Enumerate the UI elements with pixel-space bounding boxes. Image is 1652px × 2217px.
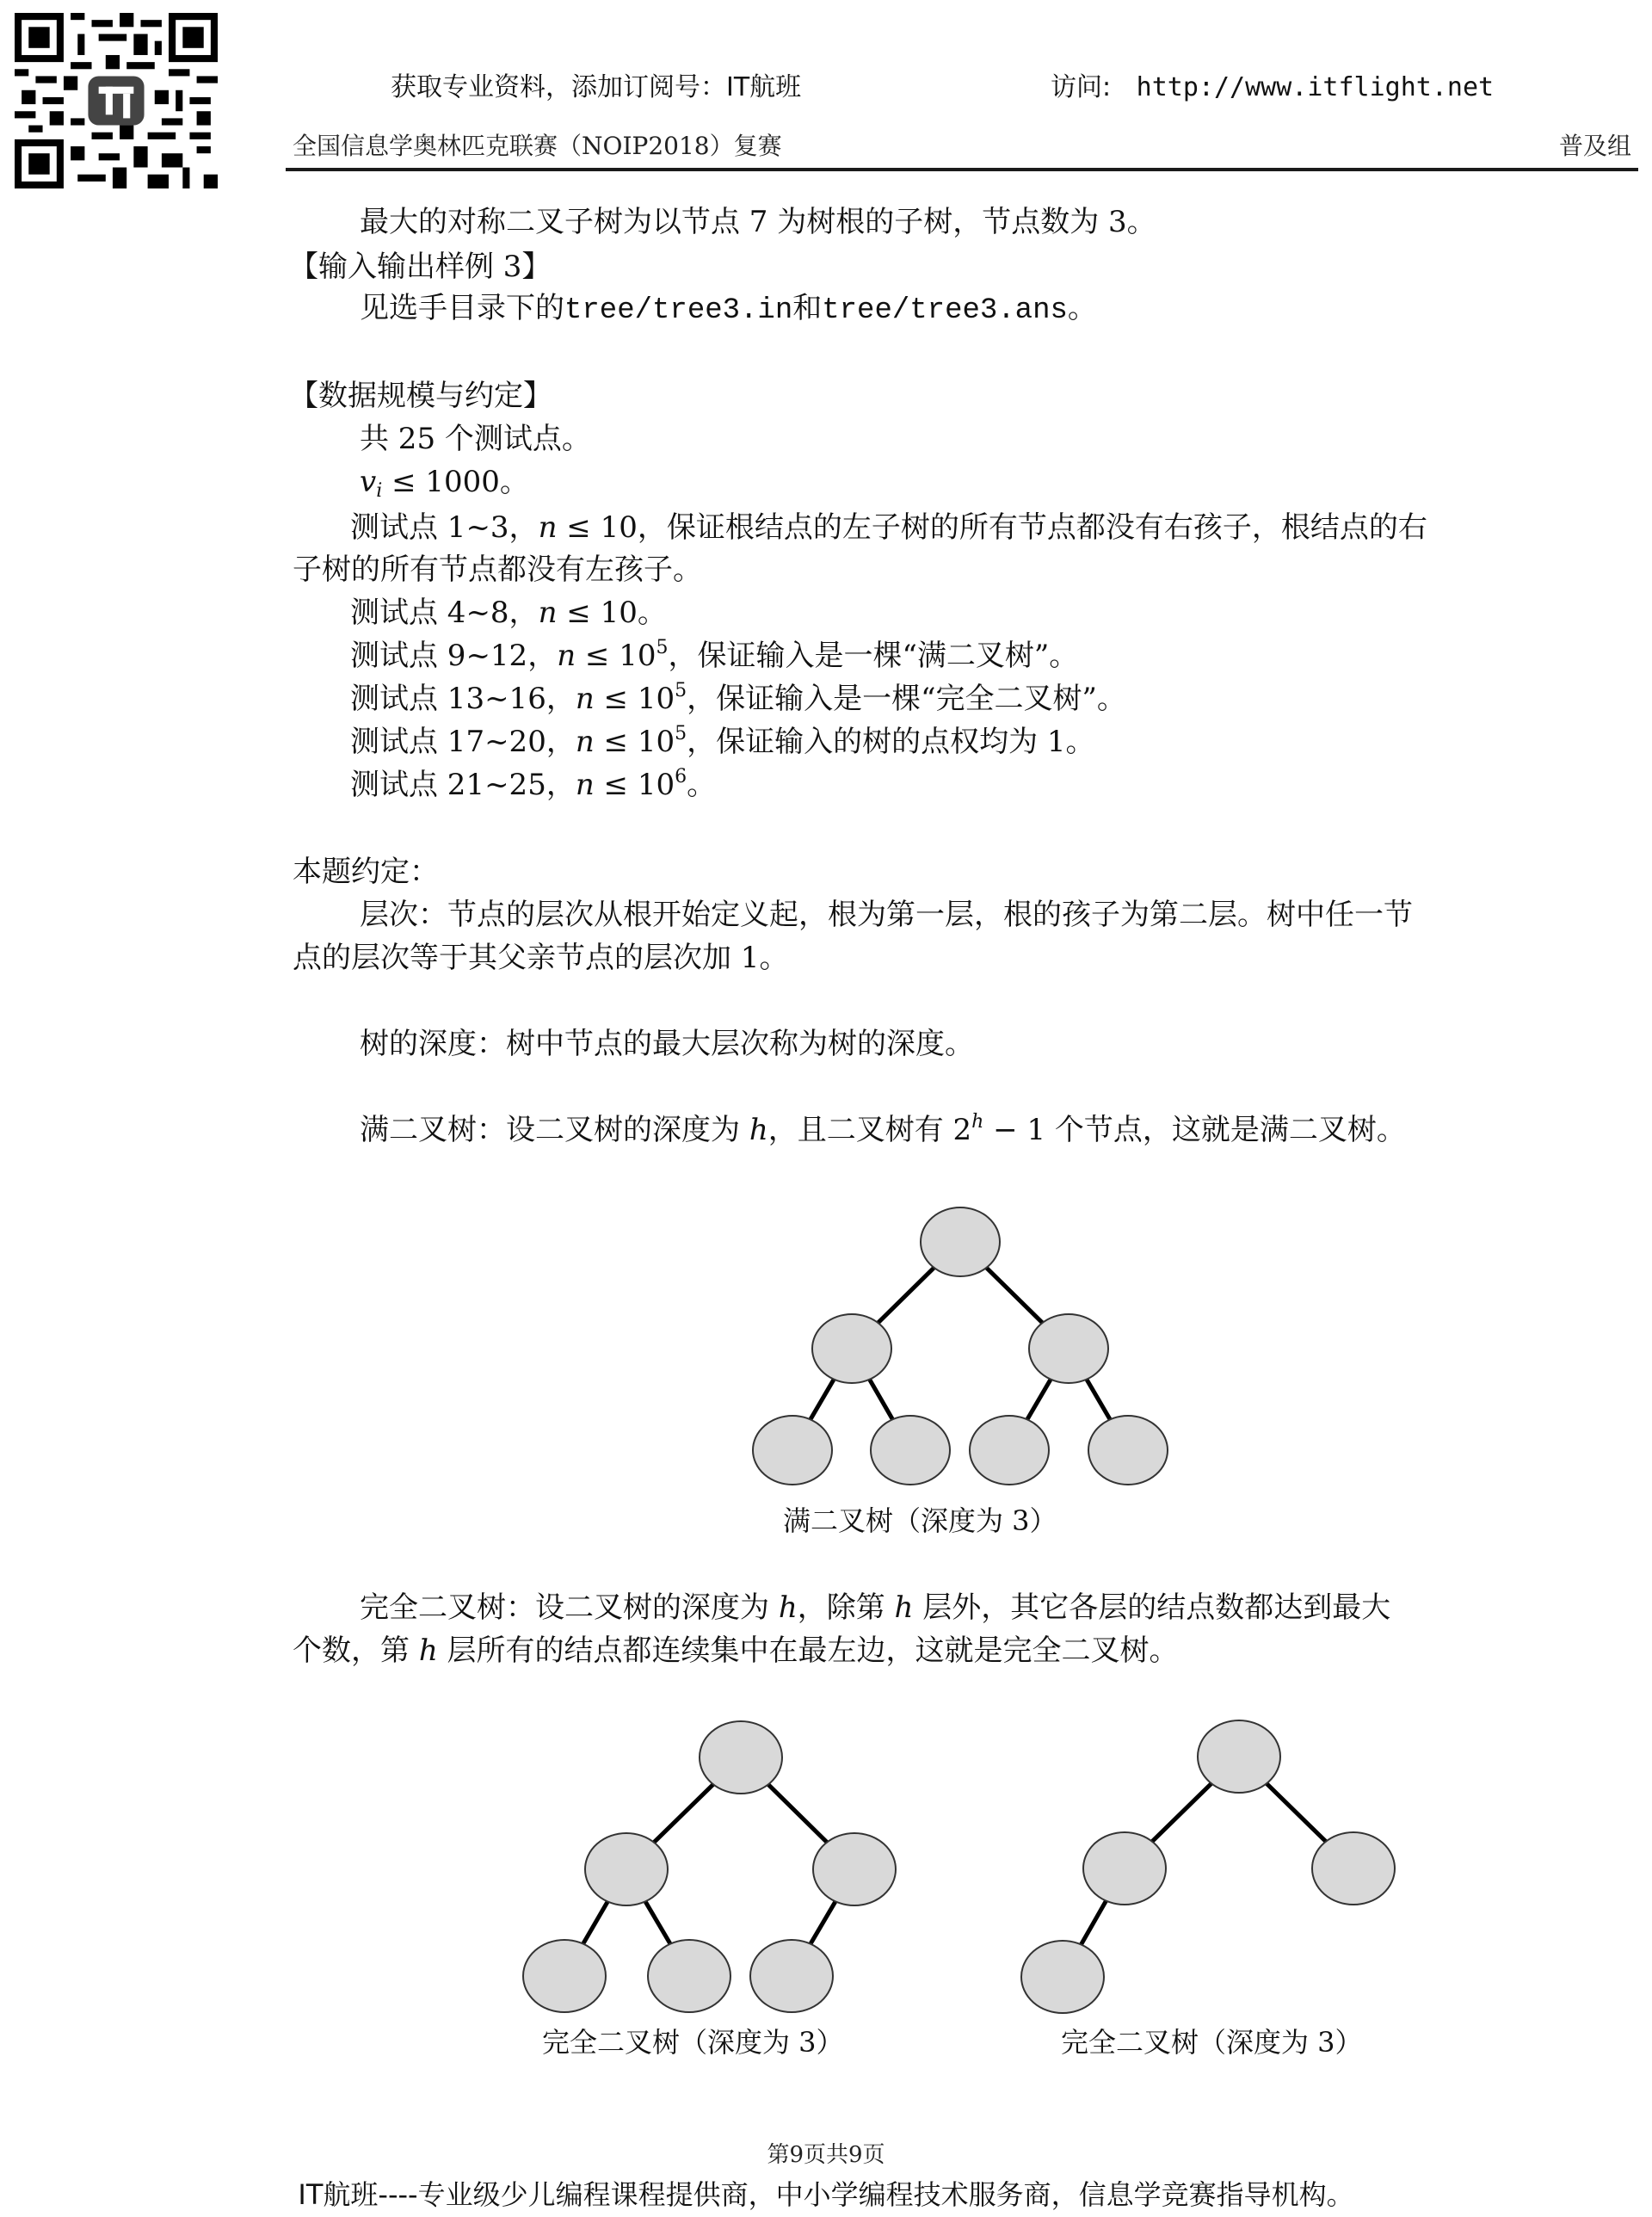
test-note: ，保证根结点的左子树的所有节点都没有右孩子，根结点的右: [637, 510, 1427, 545]
test-note: 。: [687, 768, 717, 802]
complete-tree-2-node: [1083, 1832, 1166, 1905]
complete-2a: 个数，第: [293, 1633, 419, 1668]
complete-h2: h: [894, 1590, 914, 1625]
visit-label: 访问:: [1051, 72, 1112, 102]
contest-title: 全国信息学奥林匹克联赛（NOIP2018）复赛: [293, 132, 782, 160]
level-definition-line1: 层次：节点的层次从根开始定义起，根为第一层，根的孩子为第二层。树中任一节: [360, 898, 1413, 932]
vi-rest: ≤ 1000。: [382, 465, 529, 499]
test-var: n: [557, 639, 576, 673]
conventions-heading: 本题约定：: [293, 855, 439, 889]
level-definition-line2: 点的层次等于其父亲节点的层次加 1。: [293, 941, 789, 975]
test-range: 测试点 17~20，: [350, 725, 576, 759]
test-var: n: [575, 682, 595, 716]
test-exp: 5: [675, 680, 687, 701]
test-range: 测试点 9~12，: [350, 639, 558, 673]
complete-1c: 层外，其它各层的结点数都达到最大: [913, 1590, 1391, 1625]
paragraph-result: 最大的对称二叉子树为以节点 7 为树根的子树，节点数为 3。: [360, 205, 1156, 239]
complete-tree-2-node: [1021, 1941, 1104, 2013]
complete-2b: 层所有的结点都连续集中在最左边，这就是完全二叉树。: [437, 1633, 1179, 1668]
sample-suffix: 。: [1067, 291, 1097, 325]
complete-tree-1-node: [700, 1721, 782, 1794]
full-tree-node: [921, 1207, 1000, 1276]
test-range: 测试点 21~25，: [350, 768, 576, 802]
test-range: 测试点 1~3，: [350, 510, 539, 545]
test-bound: ≤ 10: [557, 596, 638, 630]
sample-file-in: tree/tree3.in: [564, 294, 793, 327]
full-mid: ，且二叉树有 2: [767, 1113, 972, 1147]
sample-and: 和: [792, 291, 823, 325]
full-tree-node: [871, 1416, 950, 1485]
complete-1a: 完全二叉树：设二叉树的深度为: [360, 1590, 779, 1625]
test-bound: ≤ 10: [557, 510, 638, 545]
test-exp: 5: [656, 637, 669, 658]
visit-url-link[interactable]: http://www.itflight.net: [1136, 72, 1495, 102]
depth-definition: 树的深度：树中节点的最大层次称为树的深度。: [360, 1027, 974, 1061]
page-number: 第9页共9页: [767, 2142, 885, 2168]
complete-h3: h: [418, 1633, 438, 1668]
test-note: 。: [637, 596, 667, 630]
complete-tree-2-node: [1312, 1832, 1395, 1905]
sample-prefix: 见选手目录下的: [360, 291, 564, 325]
full-minus: − 1: [983, 1113, 1055, 1147]
test-exp: 5: [675, 723, 687, 744]
section-heading-sample: 【输入输出样例 3】: [289, 250, 552, 284]
vi-var: v: [360, 465, 377, 499]
test-exp: 6: [675, 766, 687, 787]
complete-tree-1-node: [750, 1940, 833, 2012]
test-note: ，保证输入是一棵“完全二叉树”。: [687, 682, 1126, 716]
test-range: 测试点 4~8，: [350, 596, 539, 630]
vi-sub: i: [376, 480, 383, 502]
full-suffix: 个节点，这就是满二叉树。: [1054, 1113, 1406, 1147]
full-tree-node: [753, 1416, 832, 1485]
test-bound: ≤ 10: [594, 768, 675, 802]
full-exp: h: [971, 1111, 984, 1133]
test-var: n: [575, 725, 595, 759]
complete-tree-1-node: [813, 1833, 896, 1905]
full-tree-node: [812, 1314, 891, 1383]
full-h: h: [749, 1113, 768, 1147]
full-tree-caption: 满二叉树（深度为 3）: [783, 1504, 1057, 1537]
complete-1b: ，除第: [797, 1590, 895, 1625]
full-prefix: 满二叉树：设二叉树的深度为: [360, 1113, 749, 1147]
complete-tree-1-node: [585, 1833, 668, 1905]
test-bound: ≤ 10: [576, 639, 656, 673]
complete-tree-1-node: [523, 1940, 606, 2012]
complete-tree-caption-2: 完全二叉树（深度为 3）: [1061, 2026, 1363, 2059]
promo-text: 获取专业资料，添加订阅号：IT航班: [391, 72, 802, 102]
test-note: ，保证输入是一棵“满二叉树”。: [668, 639, 1079, 673]
test-bound: ≤ 10: [594, 682, 675, 716]
total-tests: 共 25 个测试点。: [360, 422, 591, 456]
test-note: ，保证输入的树的点权均为 1。: [687, 725, 1095, 759]
complete-tree-2-node: [1198, 1720, 1280, 1793]
test-var: n: [538, 510, 558, 545]
test-var: n: [538, 596, 558, 630]
complete-h1: h: [778, 1590, 798, 1625]
footer-slogan: IT航班----专业级少儿编程课程提供商，中小学编程技术服务商，信息学竞赛指导机构。: [298, 2178, 1354, 2211]
complete-tree-1-node: [648, 1940, 730, 2012]
full-tree-node: [1029, 1314, 1108, 1383]
section-heading-data: 【数据规模与约定】: [289, 379, 552, 413]
full-tree-node: [1088, 1416, 1168, 1485]
sample-file-ans: tree/tree3.ans: [822, 294, 1068, 327]
test-bound: ≤ 10: [594, 725, 675, 759]
test-range: 测试点 13~16，: [350, 682, 576, 716]
group-label: 普及组: [1558, 132, 1631, 160]
complete-tree-caption-1: 完全二叉树（深度为 3）: [542, 2026, 844, 2059]
test-case-continuation: 子树的所有节点都没有左孩子。: [293, 553, 702, 587]
test-var: n: [575, 768, 595, 802]
full-tree-node: [970, 1416, 1049, 1485]
